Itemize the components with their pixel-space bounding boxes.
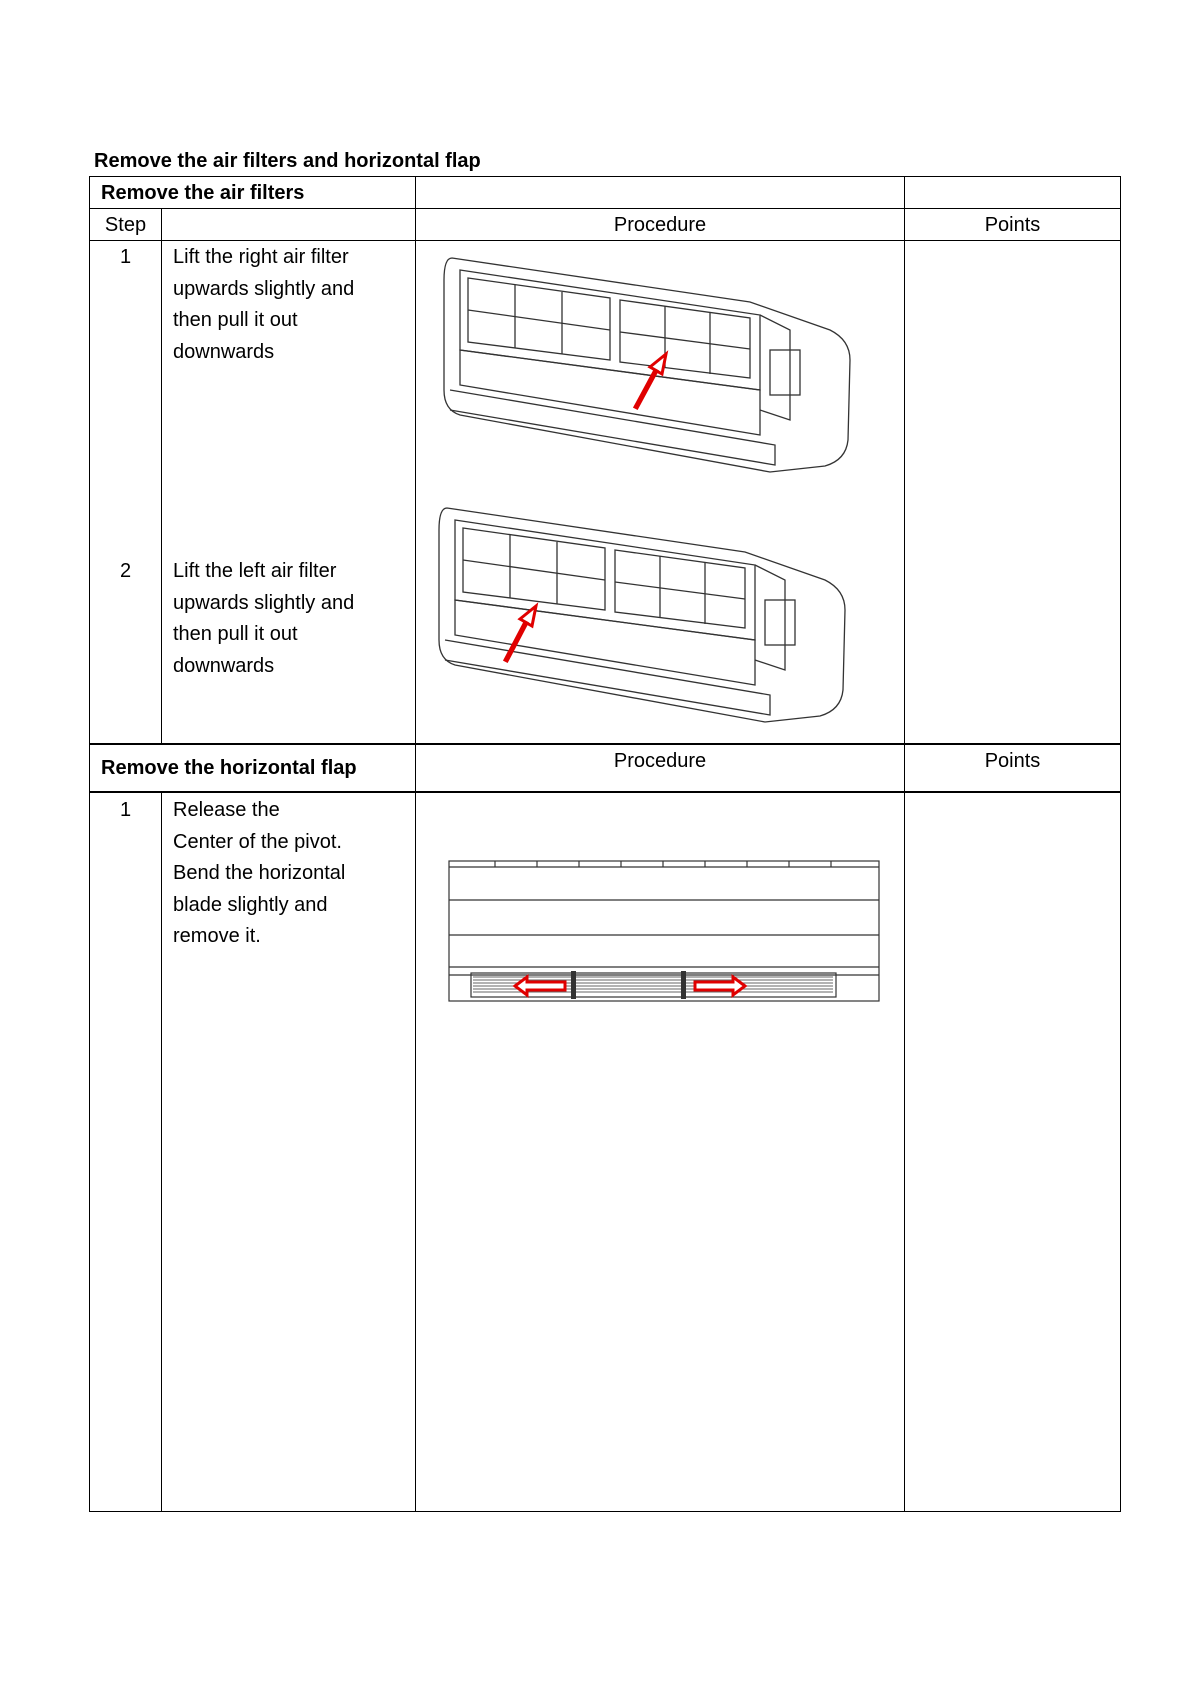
instruction-line: Lift the right air filter <box>173 246 349 268</box>
column-header-points: Points <box>984 214 1041 236</box>
step-instruction <box>173 242 413 368</box>
air-conditioner-open-panel-drawing <box>430 250 860 480</box>
step-number: 1 <box>119 246 132 268</box>
instruction-line: blade slightly and <box>173 893 328 916</box>
table-line <box>415 176 416 1512</box>
step-number: 1 <box>119 799 132 821</box>
table-line <box>89 176 1121 177</box>
table-line <box>89 1511 1121 1512</box>
instruction-line: Release the <box>173 799 280 821</box>
air-conditioner-open-panel-drawing <box>425 500 855 730</box>
instruction-line: remove it. <box>173 925 261 947</box>
air-conditioner-front-view-drawing <box>445 855 885 1015</box>
table-line <box>1120 176 1121 1512</box>
table-line <box>89 743 1121 745</box>
column-header-procedure: Procedure <box>613 750 707 772</box>
instruction-line: Bend the horizontal <box>173 862 346 884</box>
table-line <box>161 208 162 744</box>
step-number: 2 <box>119 560 132 582</box>
document-title: Remove the air filters and horizontal flap <box>94 150 481 172</box>
column-header-points: Points <box>984 750 1041 772</box>
instruction-line: then pull it out <box>173 623 298 645</box>
instruction-line: Lift the left air filter <box>173 560 337 582</box>
instruction-line: upwards slightly and <box>173 591 355 614</box>
instruction-line: downwards <box>173 654 275 677</box>
instruction-line: Center of the pivot. <box>173 830 342 853</box>
step-instruction <box>173 556 413 682</box>
instruction-line: then pull it out <box>173 309 298 331</box>
section-heading-air-filters: Remove the air filters <box>101 182 305 204</box>
step-instruction <box>173 795 413 953</box>
table-line <box>89 176 90 1512</box>
table-line <box>904 176 905 1512</box>
column-header-step: Step <box>104 214 147 236</box>
table-line <box>89 791 1121 793</box>
section-heading-horizontal-flap: Remove the horizontal flap <box>101 757 357 779</box>
instruction-line: upwards slightly and <box>173 277 355 300</box>
instruction-line: downwards <box>173 340 275 363</box>
column-header-procedure: Procedure <box>613 214 707 236</box>
table-line <box>161 792 162 1512</box>
